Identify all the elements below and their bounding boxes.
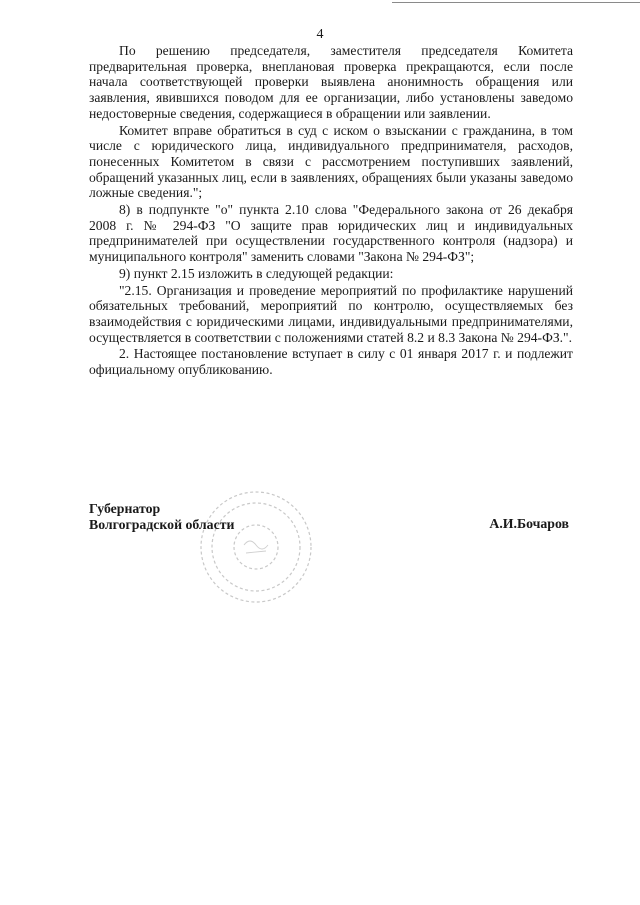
paragraph-termination-of-inspection: По решению председателя, заместителя председателя Комитета предварительная проверка, внеплановая проверка прекращаются, если после начала соответствующей проверки выявлена анонимность обращения или заявления, явившихся поводом для ее организации, либо установлены заведомо недостоверные сведения, содержащиеся в обращении или заявлении. [89, 43, 573, 121]
signatory-title-line2: Волгоградской области [89, 516, 235, 532]
paragraph-amendment-8: 8) в подпункте "о" пункта 2.10 слова "Федерального закона от 26 декабря 2008 г. № 294-ФЗ "О защите прав юридических лиц и индивидуальных предпринимателей при осуществлении государственного контроля (надзора) и муниципального контроля" заменить словами "Закона № 294-ФЗ"; [89, 202, 573, 265]
signatory-name: А.И.Бочаров [489, 516, 569, 531]
signature-block [89, 501, 573, 541]
paragraph-amendment-9: 9) пункт 2.15 изложить в следующей редакции: [119, 265, 394, 281]
signatory-title [89, 501, 234, 532]
page-number: 4 [316, 27, 324, 42]
paragraph-court-claim: Комитет вправе обратиться в суд с иском о взыскании с гражданина, в том числе с юридического лица, индивидуального предпринимателя, расходов, понесенных Комитетом в связи с рассмотрением поступивших заявлений, обращений указанных лиц, если в заявлениях, обращениях были указаны заведомо ложные сведения."; [89, 122, 573, 201]
paragraph-effective-date: 2. Настоящее постановление вступает в силу с 01 января 2017 г. и подлежит официальному опубликованию. [89, 346, 573, 378]
signatory-title-line1: Губернатор [89, 501, 161, 516]
document-body [89, 43, 573, 378]
paragraph-clause-2-15: "2.15. Организация и проведение мероприятий по профилактике нарушений обязательных требований, мероприятий по контролю, осуществляемых без взаимодействия с юридическими лицами, индивидуальными предпринимателями, осуществляется в соответствии с положениями статей 8.2 и 8.3 Закона № 294-ФЗ.". [89, 282, 573, 345]
top-rule [392, 2, 640, 3]
